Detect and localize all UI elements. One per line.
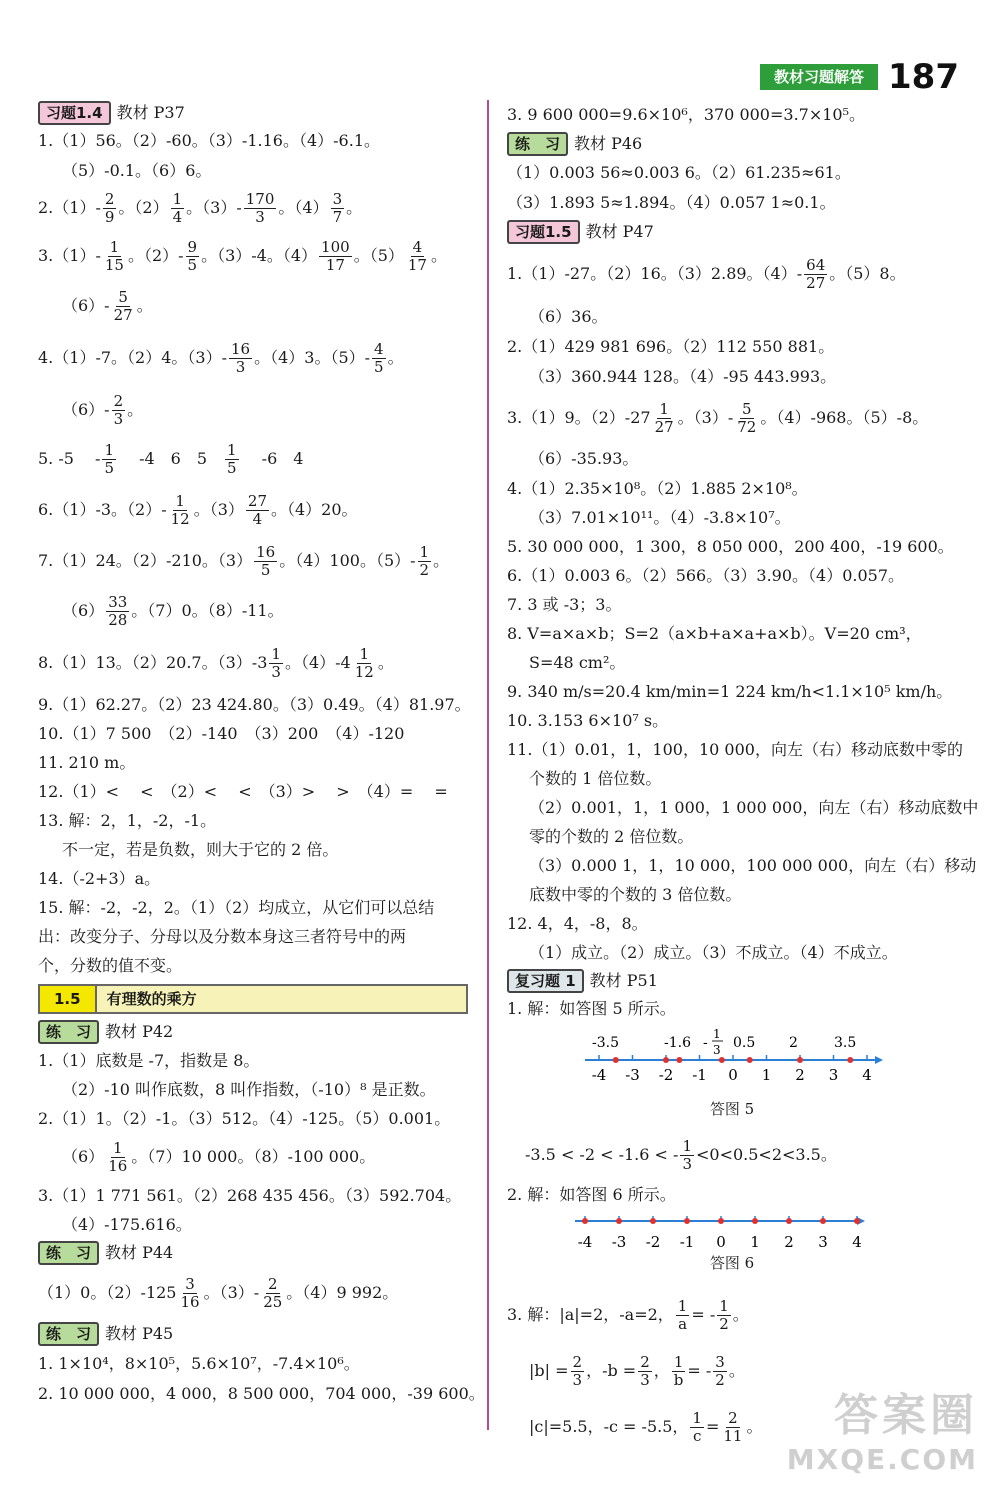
answer-q3-6: （6）- $\frac{5}{27}$ 。 <box>62 287 153 324</box>
answer-abs-a: 3. 解：|a|=2，-a=2， $\frac{1}{a}$ = - $\frac{1}{2}$ 。 <box>507 1296 749 1333</box>
number-point <box>854 1218 860 1224</box>
answer-line: 11.（1）0.01，1，100，10 000，向左（右）移动底数中零的 <box>507 739 963 759</box>
tick-label: 4 <box>862 1066 872 1084</box>
answer-abs-b: |b| = $\frac{2}{3}$ ，-b = $\frac{2}{3}$ ， $\frac{1}{b}$ = - $\frac{3}{2}$ 。 <box>529 1352 745 1389</box>
label-third-den: 3 <box>713 1043 721 1057</box>
practice-p44-header <box>38 1239 476 1267</box>
answer-line: 个数的 1 倍位数。 <box>529 768 662 788</box>
label-2: 2 <box>789 1035 798 1051</box>
tick-label: -3 <box>625 1066 640 1084</box>
number-line-figure-5 <box>507 1023 957 1099</box>
answer-line: 14.（-2+3）a。 <box>38 868 161 888</box>
figure-5-caption: 答图 5 <box>709 1100 755 1118</box>
answer-line: 6.（1）0.003 6。（2）566。（3）3.90。（4）0.057。 <box>507 565 905 585</box>
answer-line: 2.（1）1。（2）-1。（3）512。（4）-125。（5）0.001。 <box>38 1108 451 1128</box>
fraction: $\frac{16}{5}$ <box>256 542 276 579</box>
fraction: $\frac{1}{12}$ <box>354 644 374 681</box>
badge-practice: 练 习 <box>38 1322 99 1346</box>
answer-line: 1. 解：如答图 5 所示。 <box>507 999 676 1018</box>
fraction: $\frac{1}{12}$ <box>170 491 190 528</box>
number-point <box>786 1218 792 1224</box>
fraction: $\frac{3}{2}$ <box>715 1352 725 1389</box>
textbook-ref: 教材 P45 <box>105 1324 174 1343</box>
tick-label: 0 <box>728 1066 738 1084</box>
answer-abs-c: |c|=5.5，-c = -5.5， $\frac{1}{c}$ = $\frac{2}{11}$ 。 <box>529 1408 763 1445</box>
number-point <box>650 1218 656 1224</box>
answer-line: （5）-0.1。（6）6。 <box>62 161 212 180</box>
answer-q6: 6.（1）-3。（2）- $\frac{1}{12}$ 。（3） $\frac{27}{4}$ 。（4）20。 <box>38 491 358 528</box>
left-column <box>38 100 485 1409</box>
fraction: $\frac{100}{17}$ <box>321 237 350 274</box>
textbook-ref: 教材 P51 <box>589 971 658 990</box>
fraction: $\frac{2}{3}$ <box>572 1352 583 1389</box>
fraction: $\frac{16}{3}$ <box>230 339 251 376</box>
label-3-5: 3.5 <box>834 1035 857 1051</box>
figure-6-caption: 答图 6 <box>709 1254 755 1272</box>
fraction: $\frac{1}{5}$ <box>104 440 114 477</box>
tick-label: 2 <box>784 1233 794 1251</box>
badge-review-1: 复习题 1 <box>507 969 584 993</box>
answer-q7-6: （6） $\frac{33}{28}$ 。（7）0。（8）-11。 <box>62 592 284 629</box>
number-point <box>797 1057 803 1063</box>
tick-label: 1 <box>761 1066 772 1084</box>
tick-label: 3 <box>818 1233 828 1251</box>
tick-label: -2 <box>645 1233 661 1251</box>
practice-p42-header <box>38 1018 476 1046</box>
badge-practice: 练 习 <box>38 1241 99 1265</box>
tick-label: -3 <box>611 1233 627 1251</box>
fraction: $\frac{1}{2}$ <box>719 1296 729 1333</box>
watermark <box>787 1379 978 1476</box>
answer-line: （1）成立。（2）成立。（3）不成立。（4）不成立。 <box>529 942 898 962</box>
answer-line: 11. 210 m。 <box>38 752 136 772</box>
tick-label: 4 <box>852 1233 862 1251</box>
answer-line: 8. V=a×a×b；S=2（a×b+a×a+a×b）。V=20 cm³， <box>507 623 922 643</box>
column-divider <box>487 100 489 1430</box>
number-point <box>820 1218 826 1224</box>
answer-line: S=48 cm²。 <box>529 652 626 672</box>
answer-q4: 4.（1）-7。（2）4。（3）- $\frac{16}{3}$ 。（4）3。（5）- $\frac{4}{5}$ 。 <box>38 339 404 376</box>
exercise-1-4-header <box>38 100 476 126</box>
answer-line: 13. 解：2，1，-2，-1。 <box>38 810 217 830</box>
answer-p44: （1）0。（2）-125 $\frac{3}{16}$ 。（3）- $\frac{2}{25}$ 。（4）9 992。 <box>38 1274 399 1311</box>
number-point <box>676 1057 682 1063</box>
tick-label: -4 <box>591 1066 607 1084</box>
badge-exercise-1-4: 习题1.4 <box>38 101 111 125</box>
answer-q8: 8.（1）13。（2）20.7。（3）-3 $\frac{1}{3}$ 。（4）-4 $\frac{1}{12}$ 。 <box>38 644 394 681</box>
answer-line: （6）36。 <box>529 307 608 326</box>
fraction: $\frac{5}{72}$ <box>737 399 757 436</box>
number-point <box>684 1218 690 1224</box>
answer-line: 1. 1×10⁴，8×10⁵，5.6×10⁷，-7.4×10⁶。 <box>38 1354 360 1373</box>
answer-line: （2）-10 叫作底数，8 叫作指数，（-10）⁸ 是正数。 <box>62 1079 436 1099</box>
right-column <box>507 100 979 1455</box>
exercise-1-5-header <box>507 218 957 246</box>
answer-q5: 5. -5 - $\frac{1}{5}$ -4 6 5 $\frac{1}{5}$ -6 4 <box>38 440 304 477</box>
textbook-ref: 教材 P42 <box>105 1022 174 1041</box>
answer-line: 9.（1）62.27。（2）23 424.80。（3）0.49。（4）81.97。 <box>38 694 471 714</box>
number-point <box>613 1057 619 1063</box>
label-third-num: 1 <box>713 1027 721 1041</box>
number-point <box>582 1218 588 1224</box>
number-point <box>616 1218 622 1224</box>
answer-line: 4.（1）2.35×10⁸。（2）1.885 2×10⁸。 <box>507 478 808 498</box>
number-point <box>663 1057 669 1063</box>
fraction: $\frac{5}{27}$ <box>113 287 133 324</box>
textbook-ref: 教材 P37 <box>116 103 185 122</box>
answer-line: 不一定，若是负数，则大于它的 2 倍。 <box>62 839 339 859</box>
fraction: $\frac{3}{16}$ <box>180 1274 200 1311</box>
badge-exercise-1-5: 习题1.5 <box>507 220 580 244</box>
answer-q4-6: （6）- $\frac{2}{3}$ 。 <box>62 391 144 428</box>
fraction: $\frac{1}{2}$ <box>419 542 430 579</box>
fraction: $\frac{4}{17}$ <box>407 237 427 274</box>
answer-line: （4）-175.616。 <box>62 1214 192 1234</box>
number-line-figure-6 <box>507 1209 957 1253</box>
answer-e2-6: （6） $\frac{1}{16}$ 。（7）10 000。（8）-100 000。 <box>62 1138 376 1175</box>
fraction: $\frac{9}{5}$ <box>187 237 198 274</box>
tick-label: 2 <box>795 1066 805 1084</box>
number-point <box>719 1057 725 1063</box>
answer-line: （6）-35.93。 <box>529 449 639 468</box>
answer-line: 底数中零的个数的 3 倍位数。 <box>529 884 742 904</box>
tick-label: -1 <box>679 1233 695 1251</box>
watermark-line2: MXQE.COM <box>786 1443 978 1476</box>
fraction: $\frac{3}{7}$ <box>332 189 343 226</box>
textbook-ref: 教材 P46 <box>574 134 643 153</box>
fraction: $\frac{1}{b}$ <box>673 1352 684 1389</box>
fraction: $\frac{1}{27}$ <box>654 399 674 436</box>
section-number: 1.5 <box>40 986 97 1012</box>
fraction: $\frac{1}{5}$ <box>227 440 237 477</box>
answer-q3: 3.（1）- $\frac{1}{15}$ 。（2）- $\frac{9}{5}$ 。（3）-4。（4） $\frac{100}{17}$ 。（5） $\frac{4}{17}$ 。 <box>38 237 447 274</box>
fraction: $\frac{33}{28}$ <box>108 592 128 629</box>
label-neg-3-5: -3.5 <box>592 1035 619 1051</box>
fraction: $\frac{64}{27}$ <box>806 255 826 292</box>
answer-line: （3）1.893 5≈1.894。（4）0.057 1≈0.1。 <box>507 193 836 212</box>
answer-line: 5. 30 000 000，1 300，8 050 000，200 400，-19 600。 <box>507 536 954 556</box>
fraction: $\frac{1}{3}$ <box>271 644 281 681</box>
answer-line: （3）360.944 128。（4）-95 443.993。 <box>529 367 837 386</box>
answer-line: 2. 解：如答图 6 所示。 <box>507 1185 676 1204</box>
tick-label: -2 <box>658 1066 674 1084</box>
axis-arrow <box>875 1056 883 1064</box>
answer-line: 9. 340 m/s=20.4 km/min=1 224 km/h<1.1×10⁵ km/h。 <box>507 681 953 701</box>
textbook-ref: 教材 P44 <box>105 1243 174 1262</box>
fraction: $\frac{27}{4}$ <box>247 491 267 528</box>
practice-p46-header <box>507 130 957 158</box>
fraction: $\frac{1}{3}$ <box>682 1136 692 1173</box>
fraction: $\frac{2}{25}$ <box>263 1274 283 1311</box>
answer-line: 2.（1）429 981 696。（2）112 550 881。 <box>507 337 835 356</box>
answer-line: 3. 9 600 000=9.6×10⁶，370 000=3.7×10⁵。 <box>507 105 866 124</box>
answer-line: 零的个数的 2 倍位数。 <box>529 826 694 846</box>
fraction: $\frac{2}{11}$ <box>723 1408 743 1445</box>
fraction: $\frac{2}{3}$ <box>113 391 124 428</box>
label-0-5: 0.5 <box>733 1035 756 1051</box>
number-line-6 <box>507 1209 957 1253</box>
inequality-chain: -3.5 < -2 < -1.6 < - $\frac{1}{3}$ <0<0.5<2<3.5。 <box>525 1136 837 1173</box>
practice-p45-header <box>38 1319 476 1349</box>
badge-practice: 练 习 <box>507 132 568 156</box>
answer-line: 10.（1）7 500 （2）-140 （3）200 （4）-120 <box>38 723 405 743</box>
number-point <box>752 1218 758 1224</box>
answer-line: （3）7.01×10¹¹。（4）-3.8×10⁷。 <box>529 507 791 527</box>
tick-label: 1 <box>750 1233 760 1251</box>
answer-line: 3.（1）1 771 561。（2）268 435 456。（3）592.704。 <box>38 1185 462 1205</box>
answer-line: 1.（1）底数是 -7，指数是 8。 <box>38 1050 260 1070</box>
number-point <box>747 1057 753 1063</box>
fraction: $\frac{170}{3}$ <box>245 189 275 226</box>
badge-practice: 练 习 <box>38 1020 99 1044</box>
answer-q2: 2.（1）- $\frac{2}{9}$ 。（2） $\frac{1}{4}$ 。（3）- $\frac{170}{3}$ 。（4） $\frac{3}{7}$ 。 <box>38 189 363 226</box>
header-tag: 教材习题解答 <box>760 64 878 90</box>
section-title: 有理数的乘方 <box>97 986 466 1012</box>
fraction: $\frac{1}{15}$ <box>104 237 124 274</box>
answer-line: 个，分数的值不变。 <box>38 955 183 975</box>
section-heading-1-5 <box>38 984 468 1014</box>
number-line-5 <box>507 1023 957 1099</box>
answer-line: 2. 10 000 000，4 000，8 500 000，704 000，-39 600。 <box>38 1384 485 1403</box>
fraction: $\frac{1}{16}$ <box>108 1138 128 1175</box>
fraction: $\frac{1}{4}$ <box>172 189 183 226</box>
tick-label: -1 <box>692 1066 707 1084</box>
answer-line: 15. 解：-2，-2，2。（1）（2）均成立，从它们可以总结 <box>38 897 435 917</box>
answer-line: 1.（1）56。（2）-60。（3）-1.16。（4）-6.1。 <box>38 131 380 150</box>
fraction: $\frac{2}{9}$ <box>104 189 115 226</box>
label-neg-1-6: -1.6 <box>664 1035 691 1051</box>
number-point <box>718 1218 724 1224</box>
answer-line: 10. 3.153 6×10⁷ s。 <box>507 710 669 730</box>
answer-line: （2）0.001，1，1 000，1 000 000，向左（右）移动底数中 <box>529 797 979 817</box>
fraction: $\frac{1}{a}$ <box>677 1296 688 1333</box>
fraction: $\frac{4}{5}$ <box>374 339 384 376</box>
answer-r-q3: 3.（1）9。（2）-27 $\frac{1}{27}$ 。（3）- $\frac{5}{72}$ 。（4）-968。（5）-8。 <box>507 399 929 436</box>
answer-line: 7. 3 或 -3；3。 <box>507 594 622 614</box>
textbook-ref: 教材 P47 <box>585 222 654 241</box>
fraction: $\frac{2}{3}$ <box>640 1352 650 1389</box>
review-1-header <box>507 967 957 995</box>
label-neg-third-sign: - <box>703 1035 708 1051</box>
answer-line: 12.（1）< < （2）< < （3）> > （4）= = <box>38 781 448 801</box>
answer-line: （3）0.000 1，1，10 000，100 000 000，向左（右）移动 <box>529 855 977 875</box>
tick-label: 3 <box>828 1066 839 1084</box>
answer-q7: 7.（1）24。（2）-210。（3） $\frac{16}{5}$ 。（4）100。（5）- $\frac{1}{2}$ 。 <box>38 542 450 579</box>
watermark-line1: 答案圈 <box>834 1390 978 1441</box>
tick-label: -4 <box>577 1233 593 1251</box>
tick-label: 0 <box>716 1233 726 1251</box>
page-number: 187 <box>888 57 959 97</box>
answer-line: 出：改变分子、分母以及分数本身这三者符号中的两 <box>38 926 407 946</box>
answer-line: 12. 4，4，-8，8。 <box>507 913 648 933</box>
answer-line: （1）0.003 56≈0.003 6。（2）61.235≈61。 <box>507 163 851 182</box>
number-point <box>847 1057 853 1063</box>
fraction: $\frac{1}{c}$ <box>692 1408 702 1445</box>
answer-r-q1: 1.（1）-27。（2）16。（3）2.89。（4）- $\frac{64}{27}$ 。（5）8。 <box>507 255 906 292</box>
